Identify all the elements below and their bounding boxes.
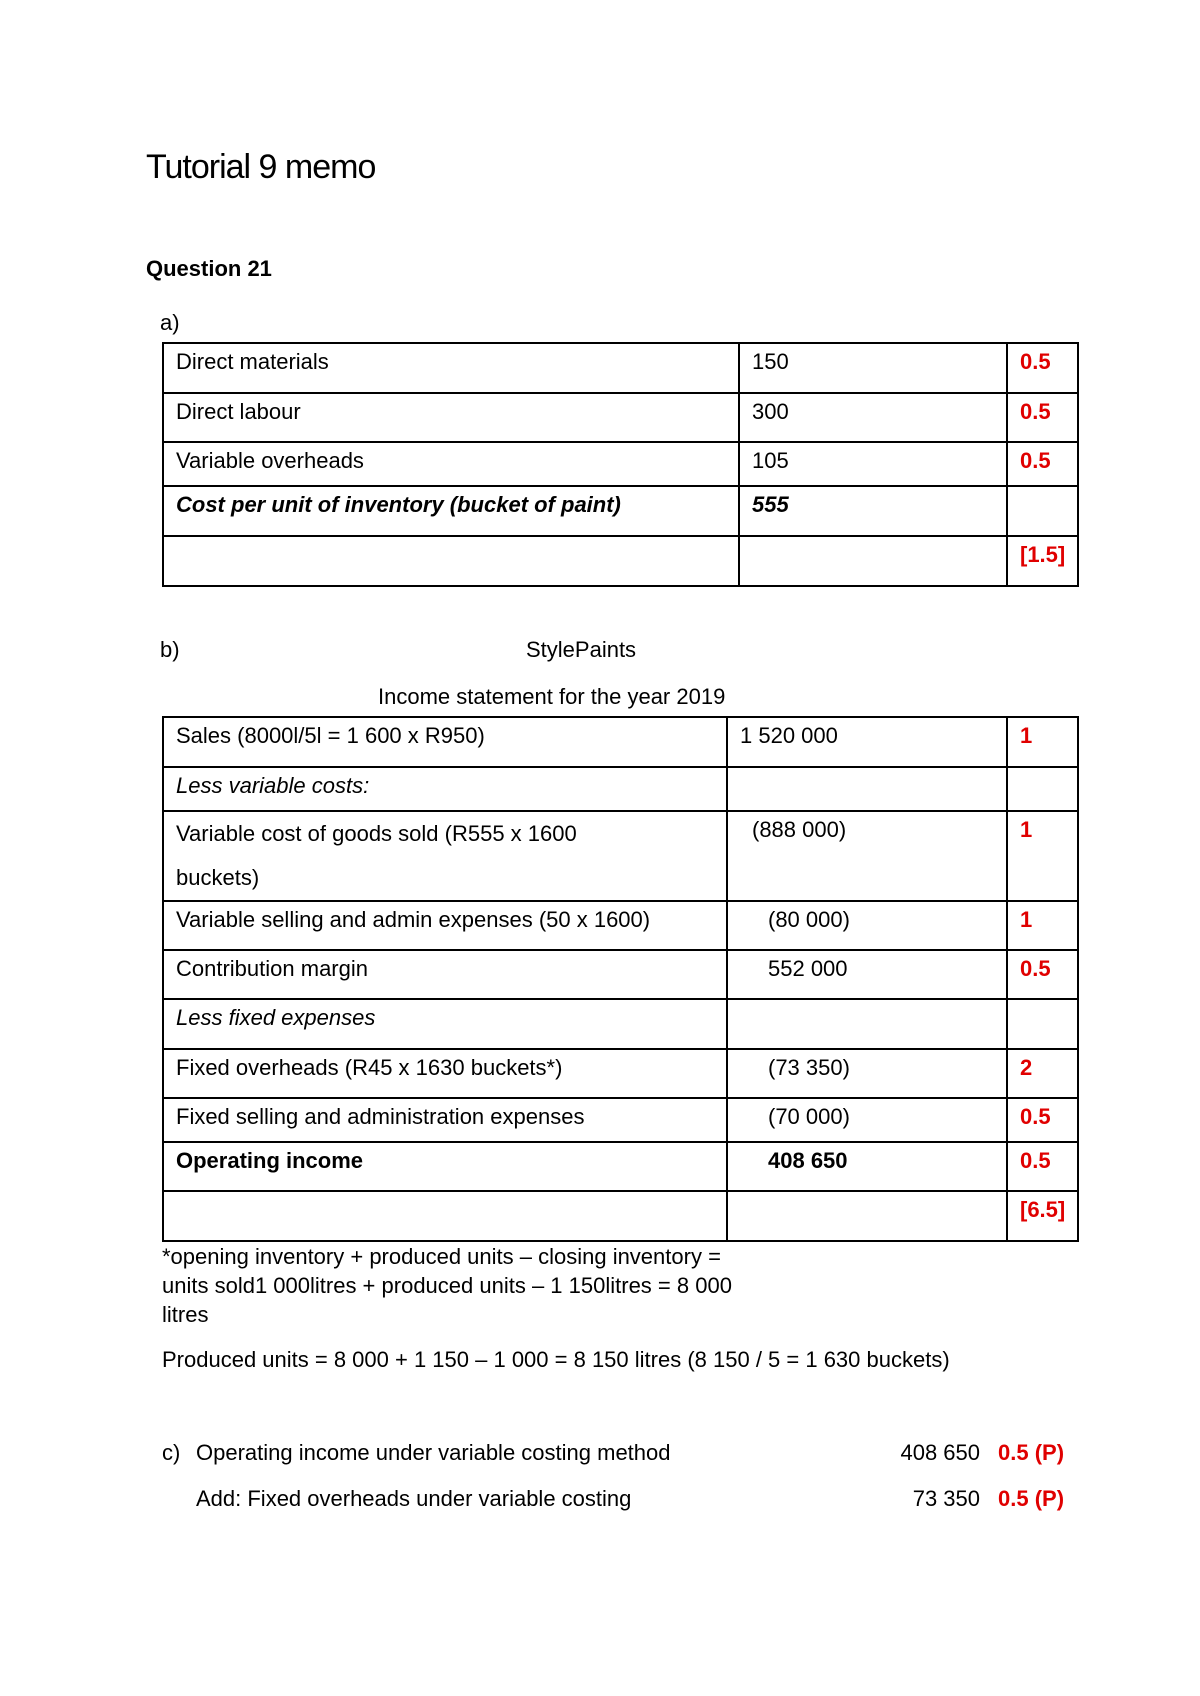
- part-c-label: c): [162, 1440, 181, 1465]
- part-c-line-text: Operating income under variable costing method: [196, 1440, 671, 1465]
- mark-cell: 0.5: [1007, 1142, 1078, 1191]
- part-c-line-amount: 408 650: [900, 1440, 980, 1465]
- table-row: [163, 717, 1078, 767]
- mark-cell: [1007, 767, 1078, 811]
- item-cell: Variable selling and admin expenses (50 x 1600): [163, 901, 727, 950]
- item-cell: Fixed selling and administration expenses: [163, 1098, 727, 1142]
- part-c-line-mark: 0.5 (P): [998, 1440, 1065, 1465]
- amount-cell: 105: [739, 442, 1007, 486]
- mark-cell: [1.5]: [1007, 536, 1078, 586]
- amount-cell: [727, 1191, 1007, 1241]
- mark-cell: 0.5: [1007, 393, 1078, 442]
- table-row: [163, 1098, 1078, 1142]
- footnote-line: *opening inventory + produced units – closing inventory =: [162, 1244, 721, 1269]
- table-row: [163, 486, 1078, 536]
- item-cell: [163, 1191, 727, 1241]
- item-cell: Direct labour: [163, 393, 739, 442]
- footnote: [162, 1242, 732, 1329]
- item-cell: Direct materials: [163, 343, 739, 393]
- amount-cell: 150: [739, 343, 1007, 393]
- mark-cell: 1: [1007, 901, 1078, 950]
- table-row: [163, 442, 1078, 486]
- mark-cell: 1: [1007, 717, 1078, 767]
- amount-cell: 1 520 000: [727, 717, 1007, 767]
- footnote-line: litres: [162, 1302, 209, 1327]
- amount-cell: (70 000): [727, 1098, 1007, 1142]
- table-row: [163, 1191, 1078, 1241]
- item-cell: Cost per unit of inventory (bucket of paint): [163, 486, 739, 536]
- part-c-line-mark: 0.5 (P): [998, 1486, 1065, 1511]
- part-b-label: b): [160, 637, 180, 662]
- item-cell: Less fixed expenses: [163, 999, 727, 1049]
- item-cell: Operating income: [163, 1142, 727, 1191]
- item-line-1: Variable cost of goods sold (R555 x 1600: [176, 821, 577, 846]
- statement-title: Income statement for the year 2019: [378, 684, 726, 709]
- mark-cell: 0.5: [1007, 442, 1078, 486]
- part-c-line-text: Add: Fixed overheads under variable costing: [196, 1486, 632, 1511]
- page-title: Tutorial 9 memo: [146, 148, 376, 186]
- item-cell: Less variable costs:: [163, 767, 727, 811]
- amount-cell: [739, 536, 1007, 586]
- table-row: [163, 999, 1078, 1049]
- mark-cell: [1007, 486, 1078, 536]
- item-cell: [163, 811, 727, 901]
- mark-cell: [1007, 999, 1078, 1049]
- table-row: [163, 343, 1078, 393]
- company-name: StylePaints: [526, 637, 637, 662]
- table-row: [163, 950, 1078, 999]
- mark-cell: 0.5: [1007, 950, 1078, 999]
- amount-cell: (888 000): [727, 811, 1007, 901]
- amount-cell: [727, 767, 1007, 811]
- table-row: [163, 536, 1078, 586]
- question-heading: Question 21: [146, 256, 272, 281]
- table-row: [163, 1049, 1078, 1098]
- item-cell: [163, 536, 739, 586]
- part-c-line-amount: 73 350: [912, 1486, 980, 1511]
- mark-cell: 2: [1007, 1049, 1078, 1098]
- amount-cell: 408 650: [727, 1142, 1007, 1191]
- footnote-line: units sold1 000litres + produced units – 1 150litres = 8 000: [162, 1273, 732, 1298]
- mark-cell: 1: [1007, 811, 1078, 901]
- amount-cell: 555: [739, 486, 1007, 536]
- item-cell: Fixed overheads (R45 x 1630 buckets*): [163, 1049, 727, 1098]
- mark-cell: 0.5: [1007, 1098, 1078, 1142]
- amount-cell: 552 000: [727, 950, 1007, 999]
- table-row: [163, 393, 1078, 442]
- amount-cell: [727, 999, 1007, 1049]
- mark-cell: [6.5]: [1007, 1191, 1078, 1241]
- amount-cell: (73 350): [727, 1049, 1007, 1098]
- table-row: [163, 901, 1078, 950]
- item-cell: Sales (8000l/5l = 1 600 x R950): [163, 717, 727, 767]
- part-a-table: [162, 342, 1079, 587]
- item-line-2: buckets): [176, 865, 260, 890]
- amount-cell: 300: [739, 393, 1007, 442]
- table-row: [163, 811, 1078, 901]
- amount-cell: (80 000): [727, 901, 1007, 950]
- table-row: [163, 1142, 1078, 1191]
- part-a-label: a): [160, 310, 180, 335]
- item-cell: Variable overheads: [163, 442, 739, 486]
- income-statement-table: [162, 716, 1079, 1242]
- mark-cell: 0.5: [1007, 343, 1078, 393]
- produced-units-calculation: Produced units = 8 000 + 1 150 – 1 000 = 8 150 litres (8 150 / 5 = 1 630 buckets): [162, 1347, 950, 1372]
- item-cell: Contribution margin: [163, 950, 727, 999]
- table-row: [163, 767, 1078, 811]
